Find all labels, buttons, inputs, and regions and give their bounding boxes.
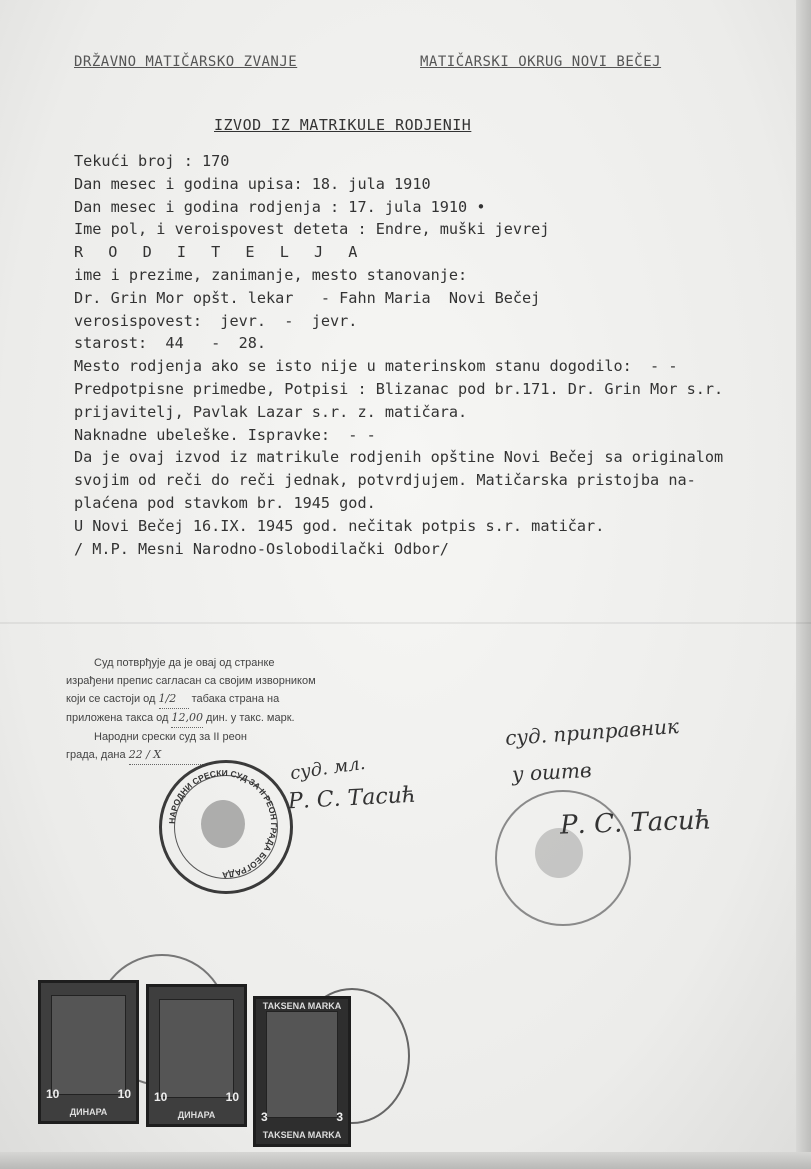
typed-body — [74, 150, 799, 560]
svg-text:НАРОДНИ СРЕСКИ СУД ЗА II РЕОН — [167, 768, 279, 880]
court-certification — [66, 654, 366, 765]
line-confirmation-2: svojim od reči do reči jednak, potvrdjujem. Matičarska pristojba na- — [74, 471, 696, 490]
cert-line-3-b: табака страна на — [191, 693, 280, 705]
cert-fee-fill: 12,00 — [171, 709, 203, 728]
court-seal-text: НАРОДНИ СРЕСКИ СУД ЗА II РЕОН ГРАДА БЕОГРАДА — [166, 767, 280, 881]
line-confirmation-3: plaćena pod stavkom br. 1945 god. — [74, 493, 376, 512]
revenue-stamp-1 — [38, 980, 139, 1124]
line-child-details: Ime pol, i veroispovest deteta : Endre, muški jevrej — [74, 220, 550, 239]
line-seal-note: / M.P. Mesni Narodno-Oslobodilački Odbor/ — [74, 539, 449, 558]
stamp-1-value-left: 10 — [46, 1087, 60, 1101]
stamp-2-value-left: 10 — [154, 1090, 168, 1104]
line-parents-fields: ime i prezime, zanimanje, mesto stanovanje: — [74, 265, 468, 284]
line-birth-date: Dan mesec i godina rodjenja : 17. jula 1910 • — [74, 197, 486, 216]
cert-line-1: Суд потврђује да је овај од странке — [94, 657, 275, 669]
cert-line-4 — [66, 709, 366, 728]
document-title: IZVOD IZ MATRIKULE RODJENIH — [214, 116, 472, 134]
cert-line-4-a: приложена такса од — [66, 712, 169, 724]
cert-line-6-a: града, дана — [66, 749, 126, 761]
revenue-stamp-3 — [253, 996, 351, 1147]
stamp-1-label: ДИНАРА — [69, 1107, 108, 1117]
header-registry-district: MATIČARSKI OKRUG NOVI BEČEJ — [420, 54, 662, 70]
stamp-2-value-right: 10 — [225, 1090, 239, 1104]
line-place-date: U Novi Bečej 16.IX. 1945 god. nečitak potpis s.r. matičar. — [74, 516, 605, 535]
stamp-1-emblem-icon — [51, 995, 126, 1095]
header-registry-office: DRŽAVNO MATIČARSKO ZVANJE — [74, 54, 298, 70]
line-parents-names: Dr. Grin Mor opšt. lekar - Fahn Maria Novi Bečej — [74, 288, 541, 307]
stamp-3-value-right: 3 — [336, 1110, 343, 1124]
stamp-3-value-left: 3 — [261, 1110, 268, 1124]
stamp-2-label: ДИНАРА — [177, 1110, 216, 1120]
paper-bottom-edge — [0, 1152, 811, 1169]
signature-2-note: у оштв — [511, 757, 593, 787]
cert-line-3 — [66, 690, 366, 709]
stamp-3-emblem-icon — [266, 1011, 338, 1118]
signature-1-name: Р. С. Тасић — [287, 782, 417, 815]
signature-2-title: суд. приправник — [504, 713, 680, 751]
line-remarks-cont: prijavitelj, Pavlak Lazar s.r. z. matičara. — [74, 402, 468, 421]
signature-1-title: суд. мл. — [288, 752, 367, 785]
line-corrections: Naknadne ubeleške. Ispravke: - - — [74, 425, 376, 444]
line-birthplace: Mesto rodjenja ako se isto nije u materinskom stanu dogodilo: - - — [74, 357, 678, 376]
stamp-2-emblem-icon — [159, 999, 234, 1098]
line-age: starost: 44 - 28. — [74, 334, 267, 353]
revenue-stamp-2 — [146, 984, 247, 1127]
line-confirmation-1: Da je ovaj izvod iz matrikule rodjenih opštine Novi Bečej sa originalom — [74, 448, 724, 467]
stamp-1-value-right: 10 — [117, 1087, 131, 1101]
paper-crease — [0, 622, 811, 624]
line-serial-number: Tekući broj : 170 — [74, 152, 230, 170]
cert-line-4-b: дин. у такс. марк. — [206, 712, 295, 724]
cert-date-fill: 22 / X — [129, 746, 209, 765]
court-seal-ring-text — [159, 760, 287, 888]
signature-2-name: Р. С. Тасић — [559, 805, 712, 841]
line-registration-date: Dan mesec i godina upisa: 18. jula 1910 — [74, 174, 431, 193]
line-remarks: Predpotpisne primedbe, Potpisi : Blizanac pod br.171. Dr. Grin Mor s.r. — [74, 379, 724, 398]
cert-sheets-fill: 1/2 — [159, 690, 189, 709]
stamp-3-top-label: TAKSENA MARKA — [262, 1001, 342, 1011]
stamp-3-label: TAKSENA MARKA — [262, 1130, 342, 1140]
line-religion: verosispovest: jevr. - jevr. — [74, 311, 358, 330]
cert-line-3-a: који се састоји од — [66, 693, 156, 705]
cert-line-2: израђени препис сагласан са својим изворником — [66, 675, 316, 687]
cert-line-5: Народни срески суд за II реон — [94, 731, 247, 743]
line-parents-heading: R O D I T E L J A — [74, 243, 366, 262]
